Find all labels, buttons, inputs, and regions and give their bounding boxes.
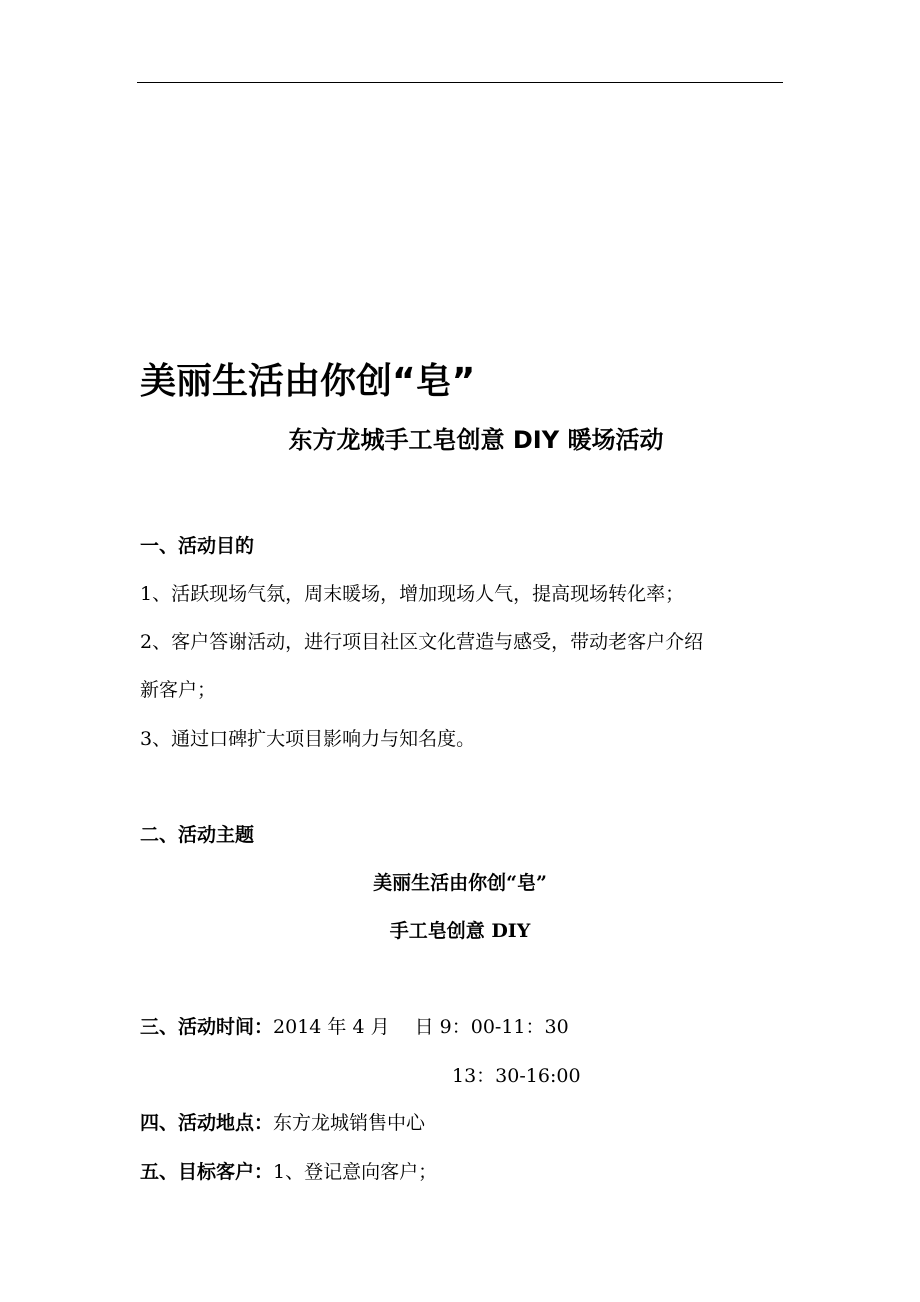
document-subtitle: 东方龙城手工皂创意 DIY 暖场活动 (288, 426, 664, 454)
section-location-value: 东方龙城销售中心 (273, 1112, 426, 1134)
section-purpose-heading: 一、活动目的 (140, 535, 255, 557)
purpose-item-3: 3、通过口碑扩大项目影响力与知名度。 (140, 728, 476, 750)
section-theme-heading: 二、活动主题 (140, 824, 255, 846)
purpose-item-1: 1、活跃现场气氛，周末暖场，增加现场人气，提高现场转化率； (140, 583, 685, 605)
section-location-label: 四、活动地点： (140, 1112, 274, 1134)
purpose-item-2: 2、客户答谢活动，进行项目社区文化营造与感受，带动老客户介绍 (140, 631, 704, 653)
header-rule (137, 82, 783, 83)
section-location (140, 1114, 425, 1133)
section-time-value: 2014 年 4 月 日 9：00-11：30 (273, 1016, 569, 1038)
section-time-label: 三、活动时间： (140, 1016, 274, 1038)
section-target (140, 1163, 437, 1182)
section-time (140, 1018, 569, 1037)
section-time-value-2: 13：30-16:00 (452, 1065, 581, 1087)
section-target-label: 五、目标客户： (140, 1161, 274, 1183)
theme-line-1: 美丽生活由你创“皂” (373, 872, 547, 894)
purpose-item-2-continued: 新客户； (140, 679, 217, 701)
document-title: 美丽生活由你创“皂” (140, 361, 476, 402)
theme-line-2: 手工皂创意 DIY (389, 920, 531, 942)
section-target-value: 1、登记意向客户； (273, 1161, 438, 1183)
